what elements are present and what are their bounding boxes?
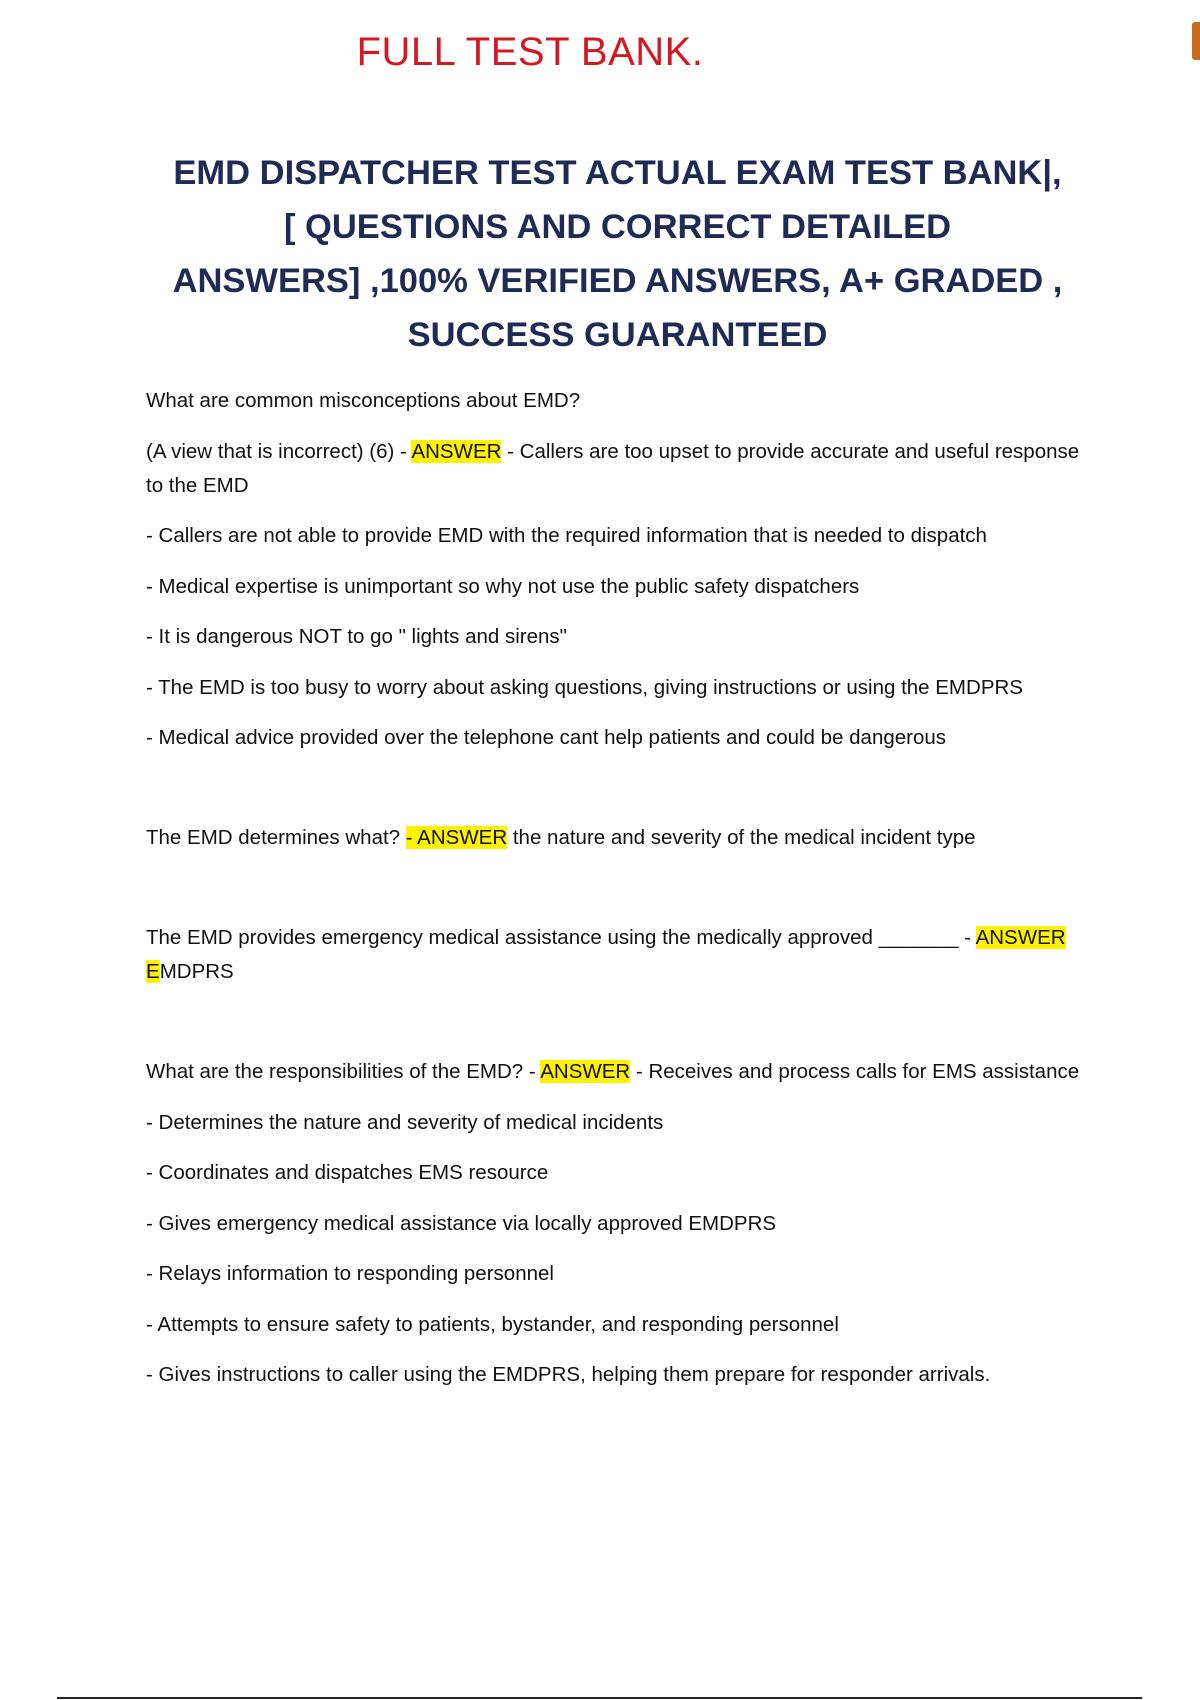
list-item: - Determines the nature and severity of medical incidents	[146, 1110, 664, 1134]
answer-2-text: the nature and severity of the medical incident type	[507, 826, 976, 849]
question-3	[146, 921, 1096, 989]
question-2	[146, 821, 1096, 855]
title-line: [ QUESTIONS AND CORRECT DETAILED	[283, 208, 951, 246]
answer-highlight: ANSWER E	[146, 926, 1066, 983]
answer-highlight: ANSWER	[411, 439, 502, 463]
list-item: - Attempts to ensure safety to patients, bystander, and responding personnel	[146, 1312, 839, 1336]
answer-4-text: - Receives and process calls for EMS assistance	[630, 1060, 1080, 1083]
question-4-text: What are the responsibilities of the EMD? -	[146, 1060, 541, 1083]
answer-1-text: - Callers are too upset to provide accurate and useful response to the EMD	[146, 439, 1080, 497]
title-line: SUCCESS GUARANTEED	[407, 316, 828, 354]
answer-highlight: - ANSWER	[405, 826, 508, 849]
full-test-bank-banner: FULL TEST BANK.	[356, 30, 704, 74]
list-item: - Coordinates and dispatches EMS resource	[146, 1161, 549, 1184]
corner-logo-icon	[1190, 22, 1200, 60]
answer-1	[146, 435, 1096, 503]
answer-highlight: ANSWER	[540, 1060, 631, 1083]
page-bottom-rule	[57, 1697, 1142, 1699]
list-item: - The EMD is too busy to worry about asking questions, giving instructions or using the EMDPRS	[146, 675, 1023, 699]
list-item: - Callers are not able to provide EMD with the required information that is needed to dispatch	[146, 524, 987, 547]
answer-1-prefix: (A view that is incorrect) (6) -	[146, 439, 412, 463]
list-item: - It is dangerous NOT to go " lights and sirens"	[146, 625, 567, 648]
document-body	[146, 384, 1096, 1409]
question-3-text: The EMD provides emergency medical assistance using the medically approved _______ -	[146, 926, 976, 949]
title-line: EMD DISPATCHER TEST ACTUAL EXAM TEST BANK|,	[173, 154, 1062, 192]
title-line: ANSWERS] ,100% VERIFIED ANSWERS, A+ GRADED ,	[172, 262, 1063, 300]
question-2-text: The EMD determines what?	[146, 826, 406, 849]
list-item: - Gives instructions to caller using the EMDPRS, helping them prepare for responder arrivals.	[146, 1363, 991, 1386]
list-item: - Medical advice provided over the telephone cant help patients and could be dangerous	[146, 726, 947, 749]
question-4	[146, 1055, 1096, 1089]
list-item: - Gives emergency medical assistance via locally approved EMDPRS	[146, 1211, 777, 1235]
document-title	[150, 146, 1085, 362]
list-item: - Relays information to responding personnel	[146, 1262, 554, 1285]
question-1: What are common misconceptions about EMD?	[146, 389, 581, 412]
list-item: - Medical expertise is unimportant so why not use the public safety dispatchers	[146, 574, 860, 598]
answer-3-text: MDPRS	[159, 960, 234, 983]
